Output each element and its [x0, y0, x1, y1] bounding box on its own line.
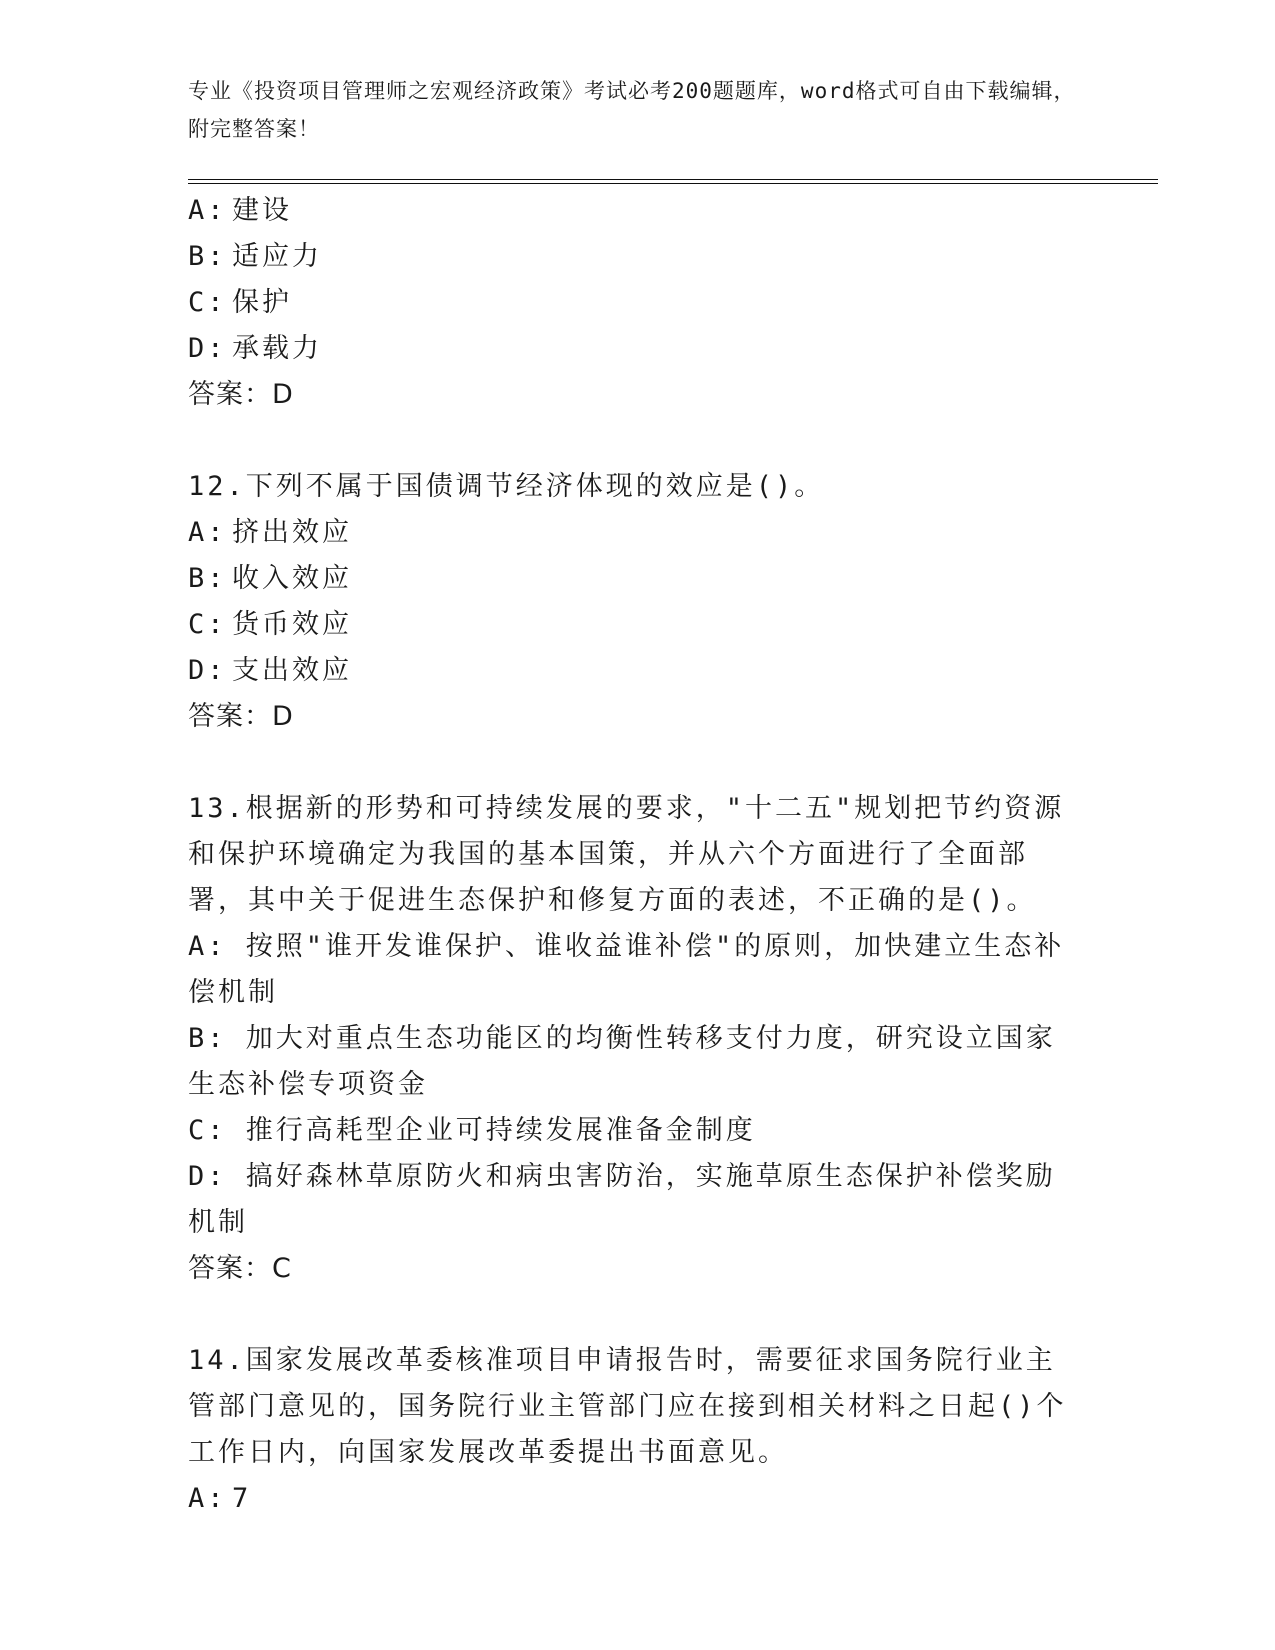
question-stem: 12.下列不属于国债调节经济体现的效应是()。	[188, 471, 825, 502]
question-stem: 14.国家发展改革委核准项目申请报告时，需要征求国务院行业主管部门意见的，国务院行业主管部门应在接到相关材料之日起()个工作日内，向国家发展改革委提出书面意见。	[188, 1345, 1067, 1468]
header-divider-bottom	[188, 183, 1158, 184]
spacer	[188, 1292, 1068, 1338]
header-divider-top	[188, 179, 1158, 180]
question-11-options	[188, 188, 1068, 418]
option-a: A: 按照"谁开发谁保护、谁收益谁补偿"的原则，加快建立生态补偿机制	[188, 931, 1065, 1008]
option-b: B: 适应力	[188, 241, 322, 272]
answer-line: 答案：D	[188, 379, 294, 410]
option-c: C: 货币效应	[188, 609, 352, 640]
option-d: D: 承载力	[188, 333, 322, 364]
document-header: 专业《投资项目管理师之宏观经济政策》考试必考200题题库，word格式可自由下载编辑，附完整答案！	[188, 79, 1076, 141]
question-12	[188, 464, 1068, 740]
question-13	[188, 786, 1068, 1292]
option-d: D: 支出效应	[188, 655, 352, 686]
question-14	[188, 1338, 1068, 1522]
option-c: C: 保护	[188, 287, 292, 318]
option-b: B: 加大对重点生态功能区的均衡性转移支付力度，研究设立国家生态补偿专项资金	[188, 1023, 1056, 1100]
answer-line: 答案：C	[188, 1253, 292, 1284]
option-d: D: 搞好森林草原防火和病虫害防治，实施草原生态保护补偿奖励机制	[188, 1161, 1056, 1238]
option-a: A: 7	[188, 1483, 252, 1514]
option-a: A: 挤出效应	[188, 517, 352, 548]
option-c: C: 推行高耗型企业可持续发展准备金制度	[188, 1115, 756, 1146]
spacer	[188, 740, 1068, 786]
spacer	[188, 418, 1068, 464]
option-a: A: 建设	[188, 195, 292, 226]
question-list	[188, 188, 1068, 1522]
option-b: B: 收入效应	[188, 563, 352, 594]
question-stem: 13.根据新的形势和可持续发展的要求，"十二五"规划把节约资源和保护环境确定为我国的基本国策，并从六个方面进行了全面部署，其中关于促进生态保护和修复方面的表述，不正确的是()。	[188, 793, 1065, 916]
answer-line: 答案：D	[188, 701, 294, 732]
